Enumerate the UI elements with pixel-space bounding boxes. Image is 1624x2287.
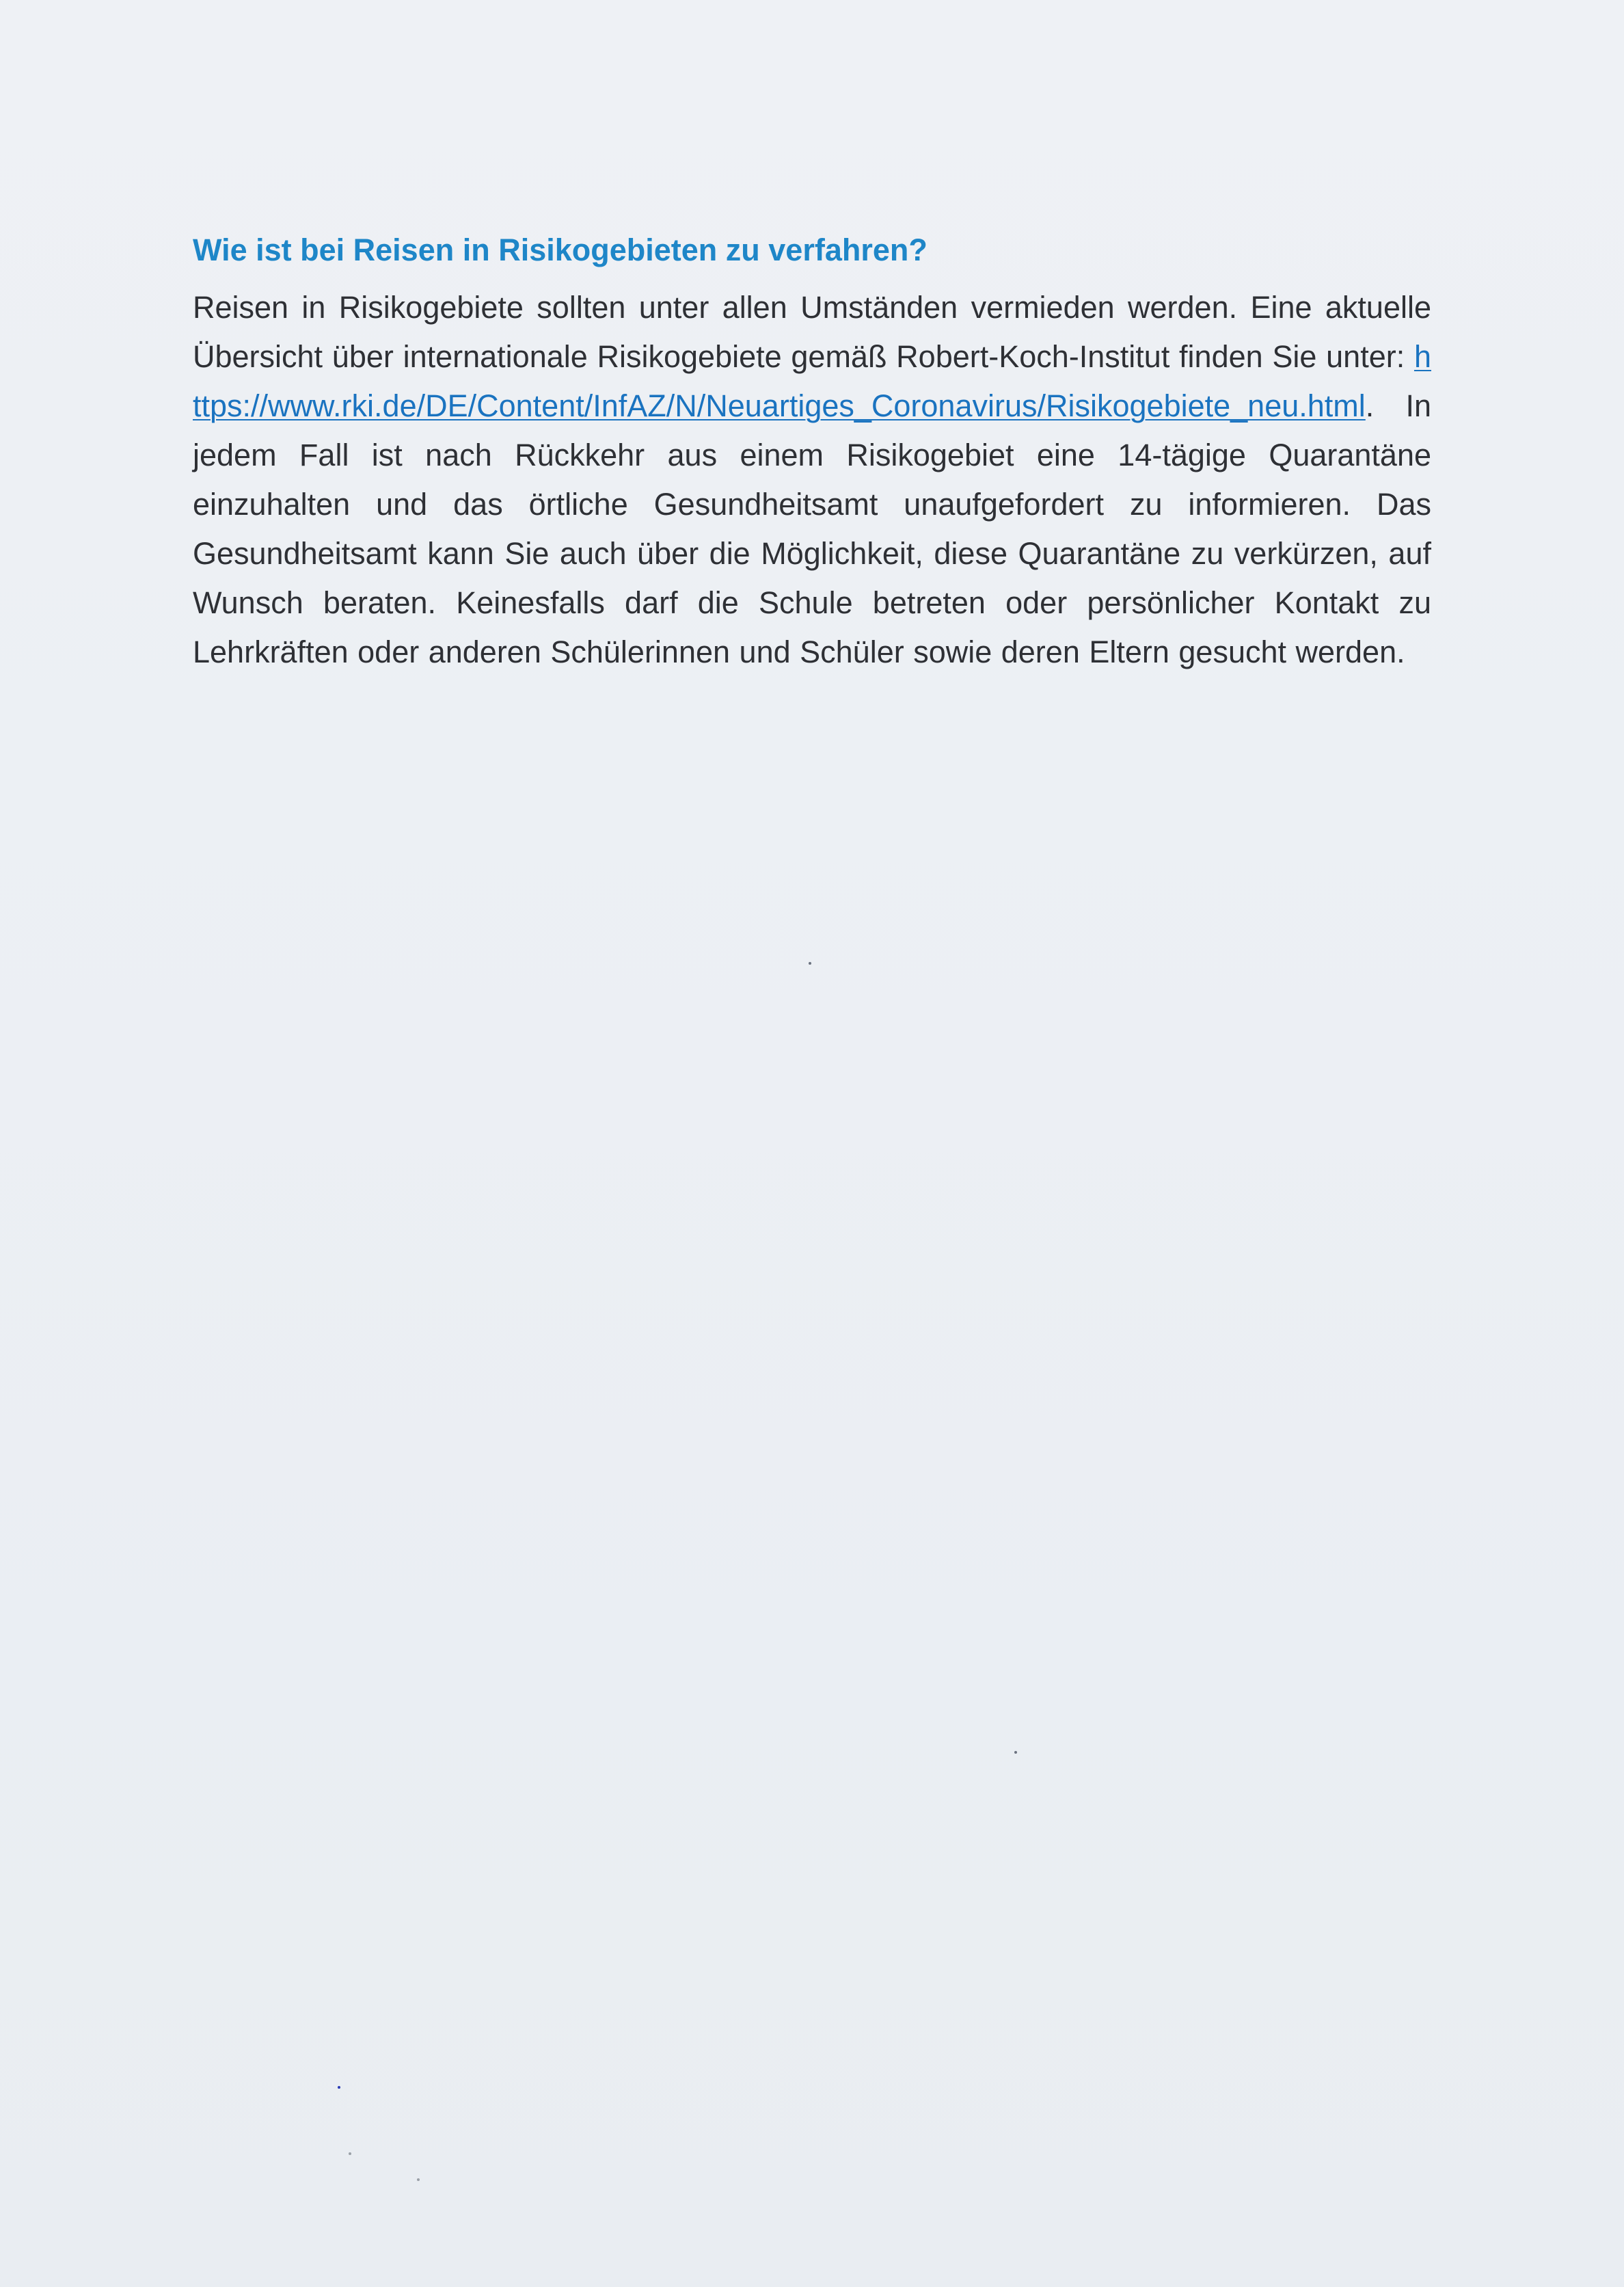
paragraph-text-after-link: . In jedem Fall ist nach Rückkehr aus einem Risikogebiet eine 14-tägige Quarantäne einzuhalten und das örtliche Gesundheitsamt unaufgefordert zu informieren. Das Gesundheitsamt kann Sie auch über die Möglichkeit, diese Quarantäne zu verkürzen, auf Wunsch beraten. Keinesfalls darf die Schule betreten oder persönlicher Kontakt zu Lehrkräften oder anderen Schülerinnen und Schüler sowie deren Eltern gesucht werden. [193, 388, 1431, 669]
scan-speck [417, 2178, 420, 2181]
scan-speck [809, 962, 811, 965]
content-block [193, 226, 1431, 677]
section-heading: Wie ist bei Reisen in Risikogebieten zu verfahren? [193, 232, 928, 267]
rki-risk-areas-link[interactable]: https://www.rki.de/DE/Content/InfAZ/N/Neuartiges_Coronavirus/Risikogebiete_neu.html [193, 339, 1431, 423]
scan-speck [349, 2152, 351, 2155]
scan-speck [338, 2086, 340, 2089]
paragraph-text-before-link: Reisen in Risikogebiete sollten unter allen Umständen vermieden werden. Eine aktuelle Übersicht über internationale Risikogebiete gemäß Robert-Koch-Institut finden Sie unter: [193, 290, 1431, 374]
section-paragraph [193, 283, 1431, 677]
scan-speck [1014, 1751, 1017, 1754]
